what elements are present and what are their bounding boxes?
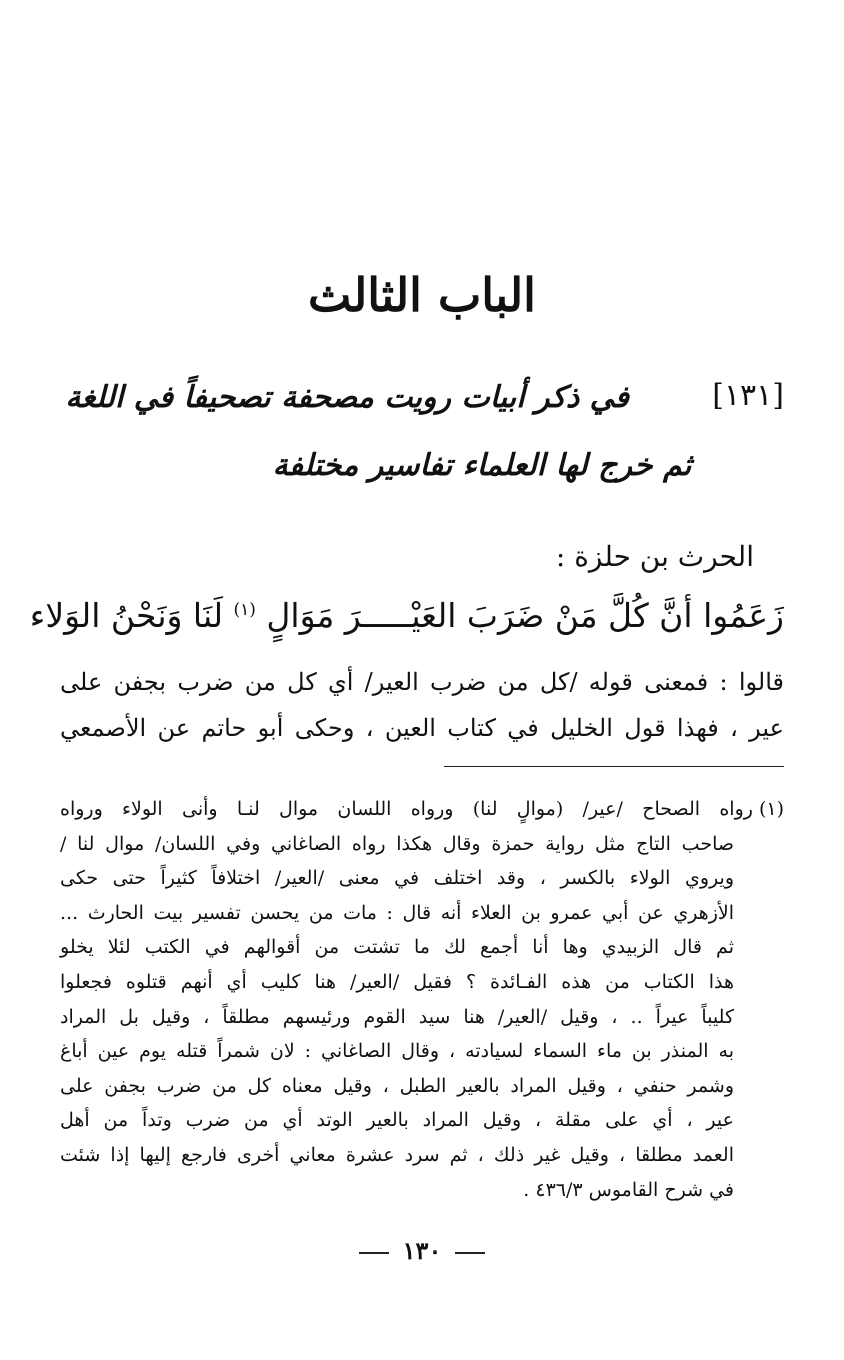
section-heading-line-2: ثم خرج لها العلماء تفاسير مختلفة	[272, 448, 692, 483]
body-text-line: قالوا : فمعنى قوله /كل من ضرب العير/ أي كل من ضرب بجفن على	[60, 668, 784, 696]
footnote-marker: (١)	[758, 798, 784, 820]
footnote-line: وشمر حنفي ، وقيل المراد بالعير الطبل ، وقيل معناه كل من ضرب بجفن على	[60, 1074, 734, 1097]
section-header	[60, 378, 784, 428]
footnote-separator	[444, 766, 784, 767]
page-number-dash	[359, 1252, 389, 1254]
section-heading-line-1: في ذكر أبيات رويت مصحفة تصحيفاً في اللغة	[65, 380, 629, 415]
footnote-line: العمد مطلقا ، وقيل غير ذلك ، ثم سرد عشرة معاني أخرى فارجع إليها إذا شئت	[60, 1143, 734, 1166]
verse-second-part: لَنَا وَنَحْنُ الوَلاء	[29, 596, 223, 635]
footnote-line: في شرح القاموس ٤٣٦/٣ .	[523, 1178, 734, 1201]
chapter-title: الباب الثالث	[308, 268, 536, 322]
poet-name: الحرث بن حلزة :	[555, 540, 754, 573]
section-number: [١٣١]	[712, 378, 784, 413]
footnote-line: صاحب التاج مثل رواية حمزة وقال هكذا رواه الصاغاني وفي اللسان/ موال لنا /	[60, 832, 734, 855]
footnote	[60, 792, 784, 1207]
footnote-line	[60, 792, 784, 827]
page-number	[0, 1236, 844, 1265]
verse-first-part: زَعَمُوا أنَّ كُلَّ مَنْ ضَرَبَ العَيْـــــرَ مَوَالٍ	[266, 596, 784, 635]
body-text-line: عير ، فهذا قول الخليل في كتاب العين ، وحكى أبو حاتم عن الأصمعي	[60, 714, 784, 742]
footnote-line: كليباً عيراً .. ، وقيل /العير/ هنا سيد القوم ورئيسهم مطلقاً ، وقيل بل المراد	[60, 1005, 734, 1028]
footnote-line: ويروي الولاء بالكسر ، وقد اختلف في معنى /العير/ اختلافاً كثيراً حتى حكى	[60, 867, 734, 890]
footnote-line-text: رواه الصحاح /عير/ (موالٍ لنا) ورواه اللسان موال لنـا وأنى الولاء ورواه	[60, 798, 753, 820]
page-number-value: ١٣٠	[402, 1236, 442, 1265]
footnote-reference-marker: (١)	[233, 600, 256, 620]
page-number-dash	[455, 1252, 485, 1254]
footnote-line: الأزهري عن أبي عمرو بن العلاء أنه قال : مات من يحسن تفسير بيت الحارث ...	[60, 901, 734, 924]
footnote-line: به المنذر بن ماء السماء لسيادته ، وقال الصاغاني : لان شمراً قتله يوم عين أباغ	[60, 1040, 734, 1063]
footnote-line: عير ، أي على مقلة ، وقيل المراد بالعير الوتد أي من ضرب وتداً من أهل	[60, 1109, 734, 1132]
footnote-line: ثم قال الزبيدي وها أنا أجمع لك ما تشتت من أقوالهم في الكتب لئلا يخلو	[60, 936, 734, 959]
footnote-line: هذا الكتاب من هذه الفـائدة ؟ فقيل /العير/ هنا كليب أي أنهم قتلوه فجعلوا	[60, 970, 734, 993]
poem-verse	[29, 596, 784, 635]
